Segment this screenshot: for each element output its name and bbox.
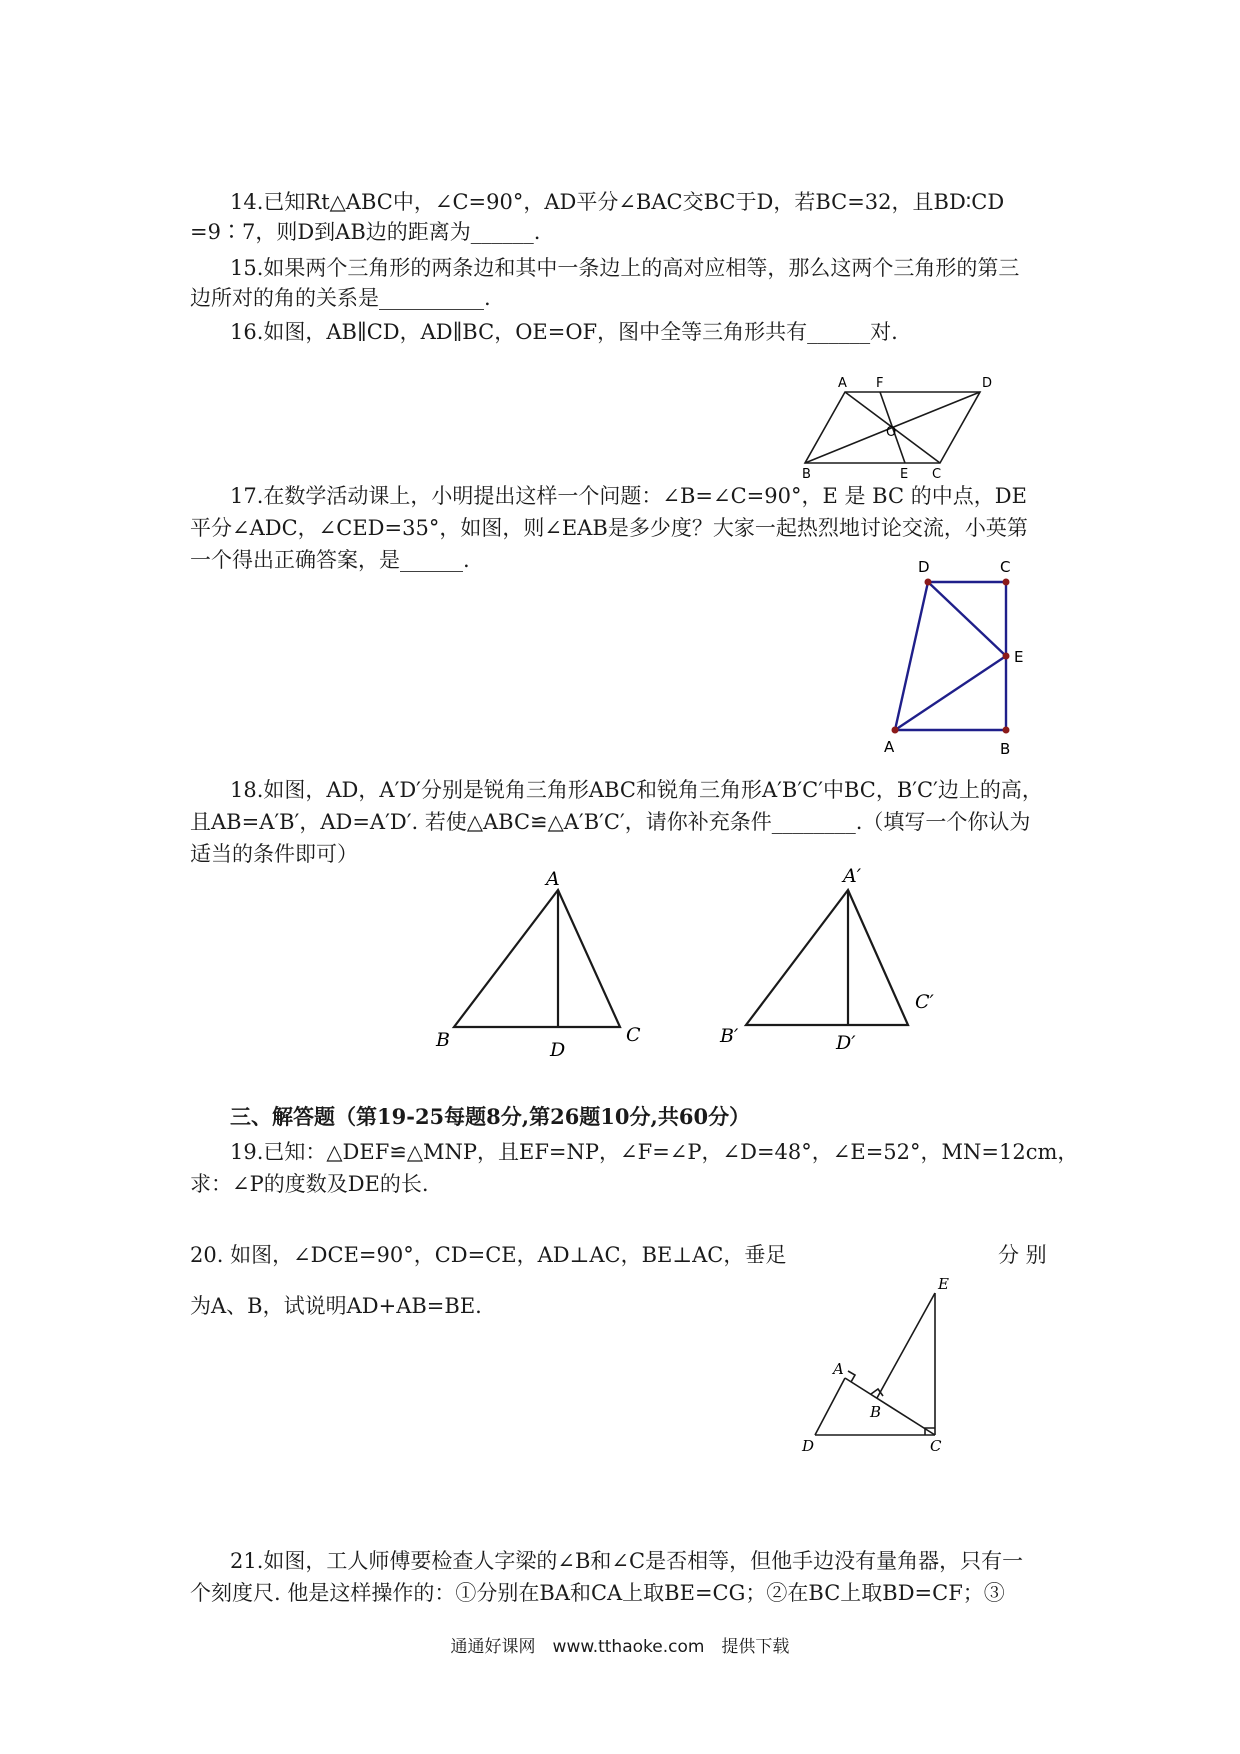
q17-label-b: B: [1000, 740, 1011, 758]
q18-label-b-prime: B′: [720, 1025, 739, 1047]
q17-point-a: [892, 727, 899, 734]
q19-line-2: 求：∠P的度数及DE的长.: [190, 1172, 429, 1196]
q20-label-e: E: [938, 1275, 949, 1293]
q17-quadrilateral-figure: [870, 560, 1040, 760]
q16-label-d: D: [982, 376, 993, 391]
q17-line-2: 平分∠ADC，∠CED=35°，如图，则∠EAB是多少度？大家一起热烈地讨论交流，小英第: [190, 516, 1028, 540]
q20-label-d: D: [802, 1437, 815, 1455]
q16-label-a: A: [838, 376, 847, 391]
q17-label-a: A: [884, 738, 895, 756]
q18-label-d: D: [550, 1039, 566, 1061]
q14-line-2: =9∶7，则D到AB边的距离为______.: [190, 220, 541, 244]
q18-label-b: B: [436, 1029, 450, 1051]
q18-label-a: A: [546, 868, 560, 890]
q20-figure: [790, 1275, 970, 1455]
q17-segment-de: [928, 582, 1006, 656]
q16-label-o: O: [886, 425, 897, 440]
q18-line-2: 且AB=A′B′，AD=A′D′. 若使△ABC≌△A′B′C′，请你补充条件________.（填写一个你认为: [190, 810, 1031, 834]
q18-label-a-prime: A′: [843, 865, 862, 887]
q15-line-2: 边所对的角的关系是__________.: [190, 286, 491, 310]
section-3-heading: 三、解答题（第19-25每题8分,第26题10分,共60分）: [230, 1104, 751, 1129]
q18-label-c-prime: C′: [915, 991, 934, 1013]
q20-segment-ac: [845, 1378, 935, 1435]
q17-line-3: 一个得出正确答案，是______.: [190, 548, 470, 572]
q16-label-f: F: [876, 376, 884, 391]
q17-segment-ae: [895, 656, 1006, 730]
q17-point-c: [1003, 579, 1010, 586]
page-footer: 通通好课网 www.tthaoke.com 提供下载: [450, 1637, 790, 1657]
q17-label-c: C: [1000, 558, 1011, 576]
q18-triangle-a-prime: [746, 890, 908, 1025]
q18-label-c: C: [626, 1024, 641, 1046]
q21-line-1: 21.如图，工人师傅要检查人字梁的∠B和∠C是否相等，但他手边没有量角器，只有一: [230, 1549, 1024, 1573]
q20-label-a: A: [833, 1360, 844, 1378]
q18-label-d-prime: D′: [836, 1032, 856, 1054]
q16-parallelogram-figure: [800, 370, 1000, 480]
q17-label-e: E: [1014, 648, 1024, 666]
q20-segment-eb: [877, 1293, 935, 1398]
q16-label-e: E: [900, 467, 909, 482]
q16-label-b: B: [802, 467, 811, 482]
q18-triangle-a-prime-figure: [710, 860, 940, 1060]
q16-label-c: C: [932, 467, 942, 482]
q17-point-e: [1003, 653, 1010, 660]
q20-label-b: B: [870, 1403, 882, 1421]
q17-segment-ad: [895, 582, 928, 730]
q18-triangle-abc-figure: [430, 865, 660, 1060]
q17-point-d: [925, 579, 932, 586]
q17-line-1: 17.在数学活动课上，小明提出这样一个问题：∠B=∠C=90°，E 是 BC 的中点，DE: [230, 484, 1027, 508]
q21-line-2: 个刻度尺. 他是这样操作的：①分别在BA和CA上取BE=CG；②在BC上取BD=CF；③: [190, 1581, 1005, 1605]
q18-triangle-abc: [454, 890, 620, 1027]
q20-label-c: C: [930, 1437, 942, 1455]
q20-line-2: 为A、B，试说明AD+AB=BE.: [190, 1294, 482, 1318]
q20-segment-da: [815, 1378, 845, 1435]
q20-line-1-end: 分 别: [998, 1243, 1047, 1267]
q20-line-1: 20. 如图，∠DCE=90°，CD=CE，AD⊥AC，BE⊥AC，垂足: [190, 1243, 787, 1267]
q16-line-1: 16.如图，AB∥CD，AD∥BC，OE=OF，图中全等三角形共有______对.: [230, 320, 898, 344]
q18-line-3: 适当的条件即可）: [190, 842, 358, 866]
q14-line-1: 14.已知Rt△ABC中，∠C=90°，AD平分∠BAC交BC于D，若BC=32，且BD∶CD: [230, 190, 1005, 214]
q15-line-1: 15.如果两个三角形的两条边和其中一条边上的高对应相等，那么这两个三角形的第三: [230, 256, 1020, 280]
q18-line-1: 18.如图，AD，A′D′分别是锐角三角形ABC和锐角三角形A′B′C′中BC，B′C′边上的高，: [230, 778, 1043, 802]
q17-label-d: D: [918, 558, 930, 576]
q17-point-b: [1003, 727, 1010, 734]
q19-line-1: 19.已知：△DEF≌△MNP，且EF=NP，∠F=∠P，∠D=48°，∠E=52°，MN=12cm，: [230, 1140, 1079, 1164]
